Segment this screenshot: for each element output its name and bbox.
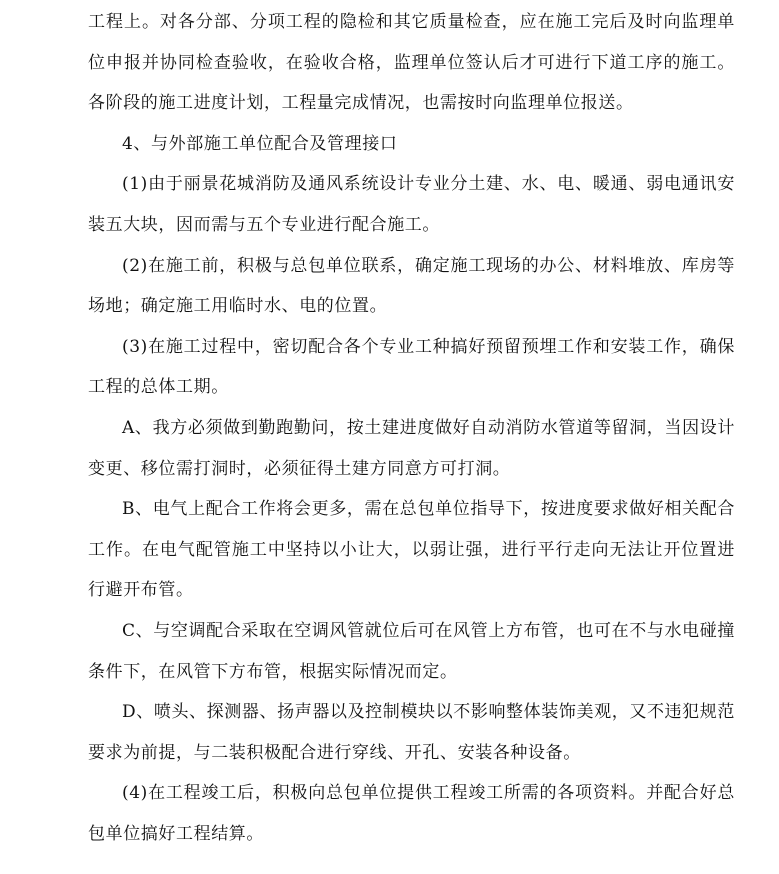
paragraph-item-d: D、喷头、探测器、扬声器以及控制模块以不影响整体装饰美观，又不违犯规范要求为前提，与二装积极配合进行穿线、开孔、安装各种设备。: [88, 702, 735, 763]
paragraph-item-2: (2)在施工前，积极与总包单位联系，确定施工现场的办公、材料堆放、库房等场地；确定施工用临时水、电的位置。: [88, 255, 735, 317]
paragraph-item-b: B、电气上配合工作将会更多，需在总包单位指导下，按进度要求做好相关配合工作。在电气配管施工中坚持以小让大，以弱让强，进行平行走向无法让开位置进行避开布管。: [88, 499, 735, 601]
section-heading-external-coordination: 4、与外部施工单位配合及管理接口: [122, 133, 398, 154]
paragraph-item-3: (3)在施工过程中，密切配合各个专业工种搞好预留预埋工作和安装工作，确保工程的总体工期。: [88, 336, 735, 398]
paragraph-item-4: (4)在工程竣工后，积极向总包单位提供工程竣工所需的各项资料。并配合好总包单位搞好工程结算。: [88, 783, 735, 844]
paragraph-item-1: (1)由于丽景花城消防及通风系统设计专业分土建、水、电、暖通、弱电通讯安装五大块，因而需与五个专业进行配合施工。: [88, 174, 735, 235]
paragraph-item-a: A、我方必须做到勤跑勤问，按土建进度做好自动消防水管道等留洞，当因设计变更、移位需打洞时，必须征得土建方同意方可打洞。: [88, 417, 735, 479]
paragraph-supervision-reporting: 工程上。对各分部、分项工程的隐检和其它质量检查，应在施工完后及时向监理单位申报并协同检查验收，在验收合格，监理单位签认后才可进行下道工序的施工。各阶段的施工进度计划，工程量完成情况，也需按时向监理单位报送。: [88, 12, 735, 114]
paragraph-item-c: C、与空调配合采取在空调风管就位后可在风管上方布管，也可在不与水电碰撞条件下，在风管下方布管，根据实际情况而定。: [88, 620, 735, 682]
